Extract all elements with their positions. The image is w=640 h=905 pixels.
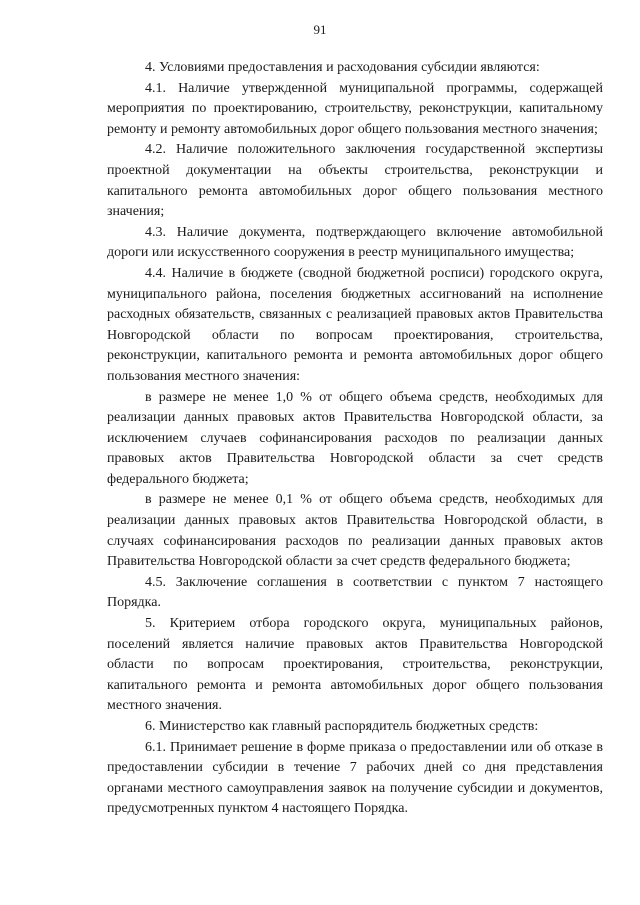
paragraph-4-4: 4.4. Наличие в бюджете (сводной бюджетной росписи) городского округа, муниципального района, поселения бюджетных ассигнований на исполнение расходных обязательств, связанных с реализацией правовых актов Правительства Новгородской области по вопросам проектирования, строительства, реконструкции, капитального ремонта и ремонта автомобильных дорог общего пользования местного значения:: [107, 265, 603, 384]
paragraph-4-1: 4.1. Наличие утвержденной муниципальной программы, содержащей мероприятия по проектированию, строительству, реконструкции, капитальному ремонту и ремонту автомобильных дорог общего пользования местного значения;: [107, 80, 603, 137]
paragraph-5: 5. Критерием отбора городского округа, муниципальных районов, поселений является наличие правовых актов Правительства Новгородской области по вопросам проектирования, строительства, реконструкции, капитального ремонта и ремонта автомобильных дорог общего пользования местного значения.: [107, 616, 603, 714]
paragraph-6: 6. Министерство как главный распорядитель бюджетных средств:: [145, 719, 539, 734]
paragraph-4-4-option-1: в размере не менее 1,0 % от общего объема средств, необходимых для реализации данных правовых актов Правительства Новгородской области, за исключением случаев софинансирования расходов по реализации данных правовых актов Правительства Новгородской области за счет средств федерального бюджета;: [107, 389, 603, 487]
paragraph-4-2: 4.2. Наличие положительного заключения государственной экспертизы проектной документации на объекты строительства, реконструкции и капитального ремонта автомобильных дорог общего пользования местного значения;: [107, 142, 603, 220]
paragraph-4-5: 4.5. Заключение соглашения в соответствии с пунктом 7 настоящего Порядка.: [107, 574, 603, 611]
document-body: [107, 58, 603, 820]
paragraph-4-4-option-2: в размере не менее 0,1 % от общего объема средств, необходимых для реализации данных правовых актов Правительства Новгородской области, в случаях софинансирования расходов по реализации данных правовых актов Правительства Новгородской области за счет средств федерального бюджета;: [107, 492, 603, 570]
paragraph-4-3: 4.3. Наличие документа, подтверждающего включение автомобильной дороги или искусственного сооружения в реестр муниципального имущества;: [107, 224, 603, 261]
page-number: 91: [313, 22, 327, 37]
paragraph-4: 4. Условиями предоставления и расходования субсидии являются:: [145, 60, 540, 75]
paragraph-6-1: 6.1. Принимает решение в форме приказа о предоставлении или об отказе в предоставлении субсидии в течение 7 рабочих дней со дня представления органами местного самоуправления заявок на получение субсидии и документов, предусмотренных пунктом 4 настоящего Порядка.: [107, 739, 603, 817]
